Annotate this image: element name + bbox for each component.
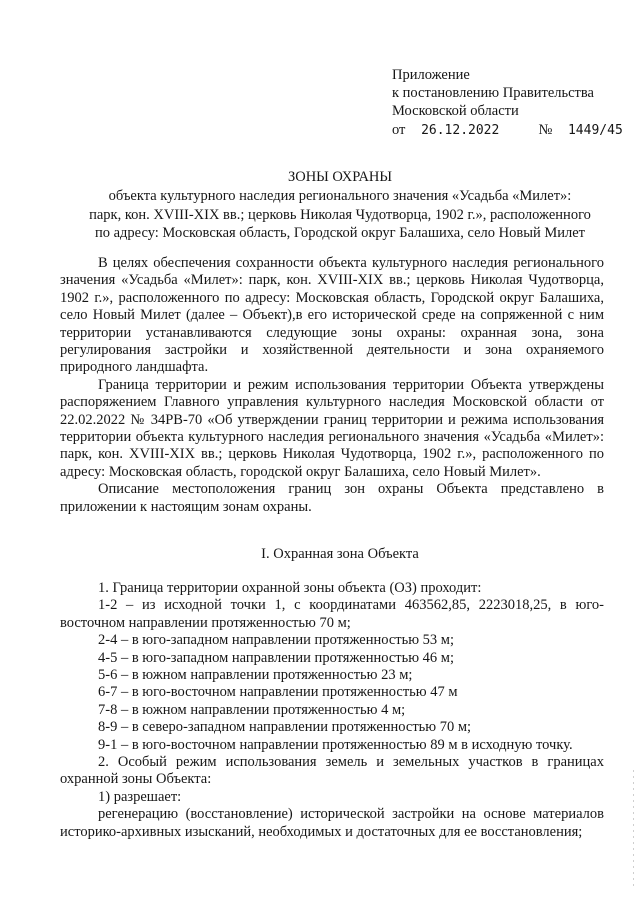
appendix-block bbox=[392, 66, 623, 140]
section-1-paragraph-1: 1. Граница территории охранной зоны объекта (ОЗ) проходит: bbox=[98, 580, 482, 596]
segment-6-7: 6-7 – в юго-восточном направлении протяженностью 47 м bbox=[98, 684, 458, 701]
appendix-line-2: к постановлению Правительства bbox=[392, 85, 594, 101]
section-1-paragraph-4: регенерацию (восстановление) исторической застройки на основе материалов историко-архивных изысканий, необходимых и достаточных для ее восстановления; bbox=[60, 806, 604, 840]
document-title: ЗОНЫ ОХРАНЫ bbox=[287, 169, 393, 185]
scan-edge-mark bbox=[633, 770, 634, 890]
segment-2-4: 2-4 – в юго-западном направлении протяженностью 53 м; bbox=[98, 632, 455, 649]
number-label: № bbox=[538, 122, 553, 138]
appendix-date-line bbox=[392, 121, 623, 140]
subtitle-line-2: парк, кон. XVIII-XIX вв.; церковь Николая Чудотворца, 1902 г.», расположенного bbox=[89, 206, 591, 223]
subtitle-line-3: по адресу: Московская область, Городской округ Балашиха, село Новый Милет bbox=[94, 225, 586, 241]
intro-paragraph-2: Граница территории и режим использования территории Объекта утверждены распоряжением Главного управления культурного наследия Московской области от 22.02.2022 № 34РВ-70 «Об утверждении границ территории и режима использования территории объекта культурного наследия регионального значения «Усадьба «Милет»: парк, кон. XVIII-XIX вв.; церковь Николая Чудотворца, 1902 г.», расположенного по адресу: Московская область, городской округ Балашиха, село Новый Милет». bbox=[60, 376, 604, 480]
intro-body bbox=[60, 255, 604, 516]
appendix-line-3: Московской области bbox=[392, 103, 519, 119]
segment-7-8: 7-8 – в южном направлении протяженностью 4 м; bbox=[98, 701, 406, 718]
date-label: от bbox=[392, 122, 406, 138]
appendix-line-1: Приложение bbox=[392, 67, 470, 83]
segment-9-1: 9-1 – в юго-восточном направлении протяженностью 89 м в исходную точку. bbox=[98, 736, 573, 753]
section-1-title: I. Охранная зона Объекта bbox=[261, 546, 419, 562]
intro-paragraph-1: В целях обеспечения сохранности объекта культурного наследия регионального значения «Усадьба «Милет»: парк, кон. XVIII-XIX вв.; церковь Николая Чудотворца, 1902 г.», расположенного по адресу: Московская область, Городской округ Балашиха, село Новый Милет (далее – Объект),в его исторической среде на сопряженной с ним территории устанавливаются следующие зоны охраны: охранная зона, зона регулирования застройки и хозяйственной деятельности и зона охраняемого природного ландшафта. bbox=[60, 255, 604, 376]
section-1-paragraph-3: 1) разрешает: bbox=[98, 788, 182, 805]
number-value: 1449/45 bbox=[567, 123, 623, 138]
segment-8-9: 8-9 – в северо-западном направлении протяженностью 70 м; bbox=[98, 719, 472, 736]
subtitle-line-1: объекта культурного наследия регионального значения «Усадьба «Милет»: bbox=[108, 188, 572, 204]
section-1-paragraph-2: 2. Особый режим использования земель и земельных участков в границах охранной зоны Объекта: bbox=[60, 754, 604, 788]
segment-5-6: 5-6 – в южном направлении протяженностью 23 м; bbox=[98, 667, 413, 684]
document-subtitle bbox=[40, 187, 640, 243]
segment-1-2: 1-2 – из исходной точки 1, с координатами 463562,85, 2223018,25, в юго-восточном направлении протяженностью 70 м; bbox=[60, 597, 604, 631]
date-value: 26.12.2022 bbox=[421, 123, 500, 138]
intro-paragraph-3: Описание местоположения границ зон охраны Объекта представлено в приложении к настоящим зонам охраны. bbox=[60, 481, 604, 515]
segment-4-5: 4-5 – в юго-западном направлении протяженностью 46 м; bbox=[98, 649, 455, 666]
section-1-body bbox=[60, 580, 604, 841]
